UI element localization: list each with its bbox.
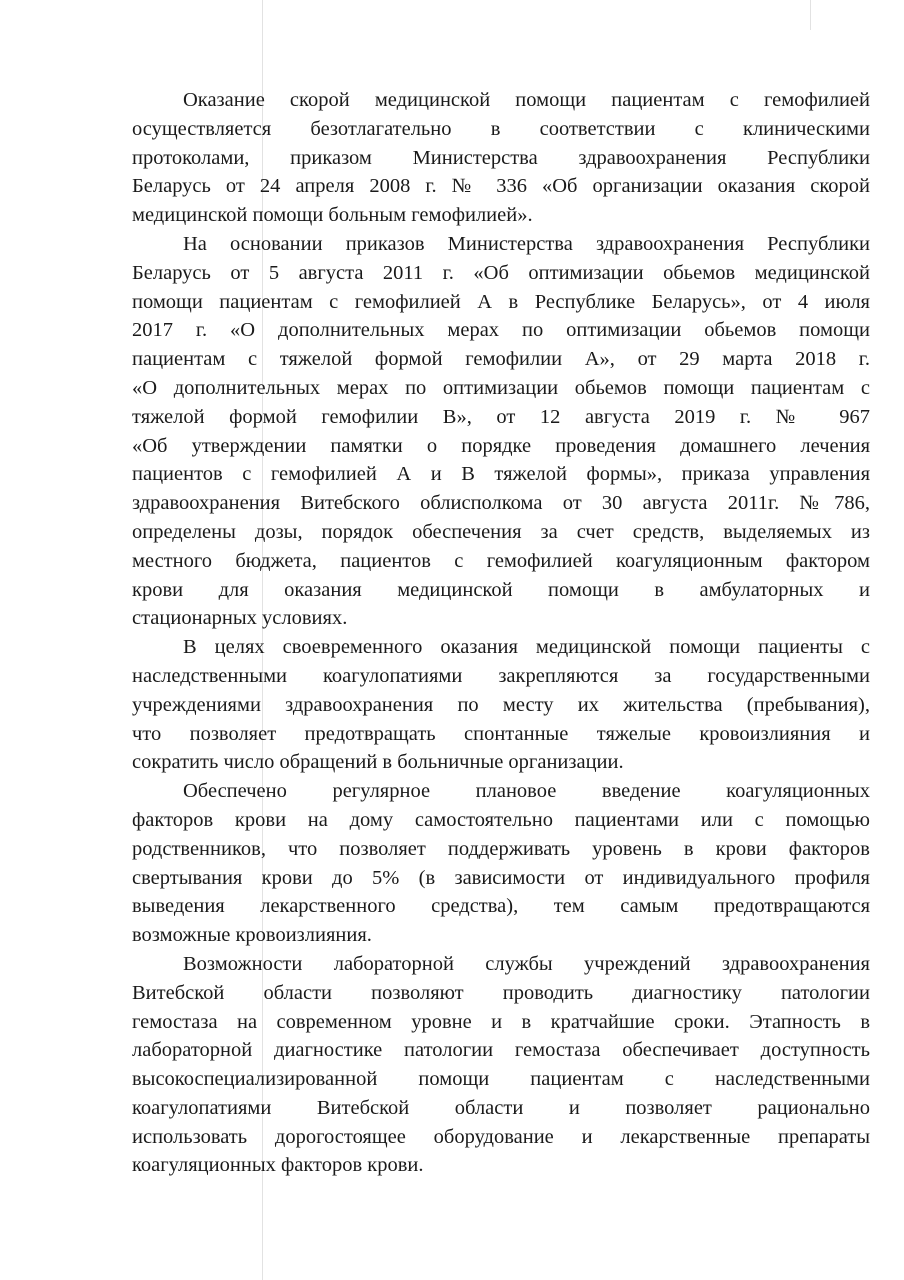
text-line: наследственными коагулопатиями закрепляются за государственными [132,664,870,687]
text-line: гемостаза на современном уровне и в кратчайшие сроки. Этапность в [132,1010,870,1033]
text-line: коагулопатиями Витебской области и позволяет рационально [132,1096,870,1119]
text-line: коагуляционных факторов крови. [132,1154,424,1177]
paragraph [132,230,870,633]
text-line: лабораторной диагностике патологии гемостаза обеспечивает доступность [132,1039,870,1062]
text-line: здравоохранения Витебского облисполкома от 30 августа 2011г. №786, [132,492,870,515]
text-line: стационарных условиях. [132,607,348,630]
text-line: осуществляется безотлагательно в соответствии с клиническими [132,117,870,140]
text-line: 2017 г. «О дополнительных мерах по оптимизации обьемов помощи [132,319,870,342]
text-line: свертывания крови до 5% (в зависимости от индивидуального профиля [132,866,870,889]
text-line: крови для оказания медицинской помощи в амбулаторных и [132,578,870,601]
text-line: «Об утверждении памятки о порядке проведения домашнего лечения [132,434,870,457]
text-line: помощи пациентам с гемофилией А в Республике Беларусь», от 4 июля [132,290,870,313]
text-line: пациентам с тяжелой формой гемофилии А», от 29 марта 2018 г. [132,348,870,371]
text-line: тяжелой формой гемофилии В», от 12 августа 2019 г. № 967 [132,405,870,428]
text-line: «О дополнительных мерах по оптимизации обьемов помощи пациентам с [132,376,870,399]
text-line: определены дозы, порядок обеспечения за счет средств, выделяемых из [132,520,870,543]
text-line: использовать дорогостоящее оборудование и лекарственные препараты [132,1125,870,1148]
scan-artifact-line [810,0,811,30]
text-line: медицинской помощи больным гемофилией». [132,204,533,227]
text-line: сократить число обращений в больничные организации. [132,751,624,774]
text-line: протоколами, приказом Министерства здравоохранения Республики [132,146,870,169]
paragraph [132,777,870,950]
text-line: Беларусь от 5 августа 2011 г. «Об оптимизации обьемов медицинской [132,261,870,284]
text-line: Витебской области позволяют проводить диагностику патологии [132,981,870,1004]
text-line: учреждениями здравоохранения по месту их жительства (пребывания), [132,693,870,716]
text-line: родственников, что позволяет поддерживать уровень в крови факторов [132,837,870,860]
text-line: высокоспециализированной помощи пациентам с наследственными [132,1068,870,1091]
text-line: факторов крови на дому самостоятельно пациентами или с помощью [132,808,870,831]
text-line: возможные кровоизлияния. [132,924,372,947]
text-line: В целях своевременного оказания медицинской помощи пациенты с [183,636,870,659]
paragraph [132,950,870,1180]
text-line: Обеспечено регулярное плановое введение коагуляционных [183,780,870,803]
text-line: Оказание скорой медицинской помощи пациентам с гемофилией [183,89,870,111]
text-line: Беларусь от 24 апреля 2008 г. № 336 «Об организации оказания скорой [132,175,870,198]
document-body [132,86,870,1180]
paragraph [132,633,870,777]
text-line: местного бюджета, пациентов с гемофилией коагуляционным фактором [132,549,870,572]
paragraph [132,86,870,230]
text-line: пациентов с гемофилией А и В тяжелой формы», приказа управления [132,463,870,486]
text-line: Возможности лабораторной службы учреждений здравоохранения [183,952,870,975]
text-line: что позволяет предотвращать спонтанные тяжелые кровоизлияния и [132,722,870,745]
text-line: выведения лекарственного средства), тем самым предотвращаются [132,895,870,918]
text-line: На основании приказов Министерства здравоохранения Республики [183,232,870,255]
